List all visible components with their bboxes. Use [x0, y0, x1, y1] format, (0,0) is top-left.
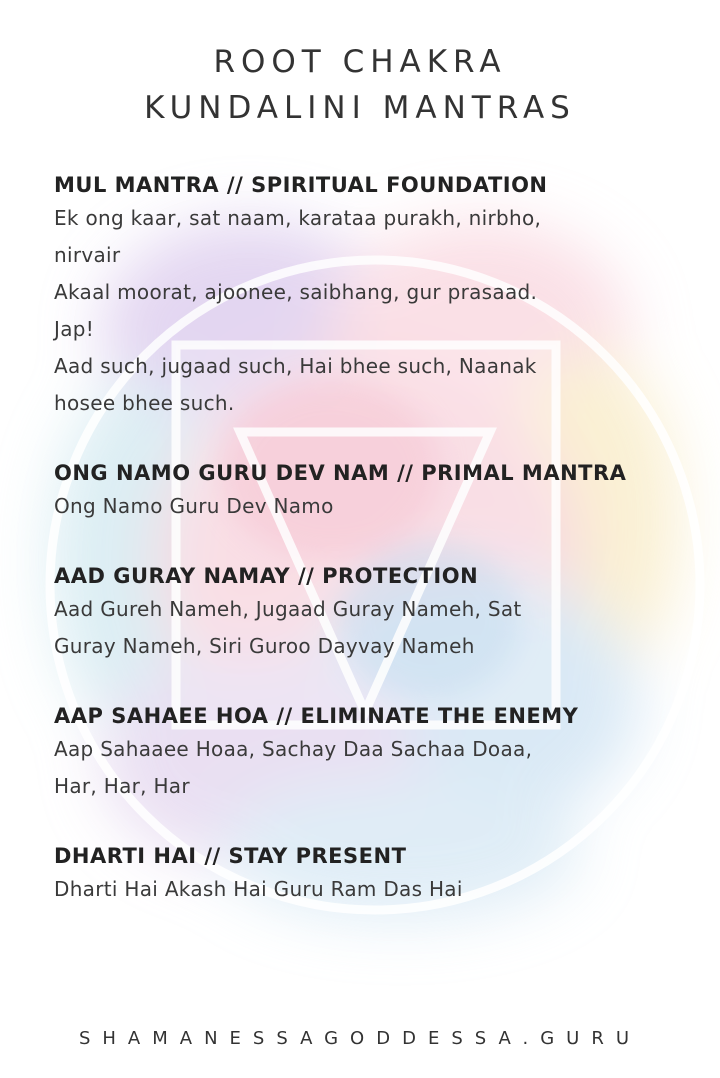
section-heading: ONG NAMO GURU DEV NAM // PRIMAL MANTRA [54, 461, 627, 485]
mantra-section-ong-namo [54, 458, 694, 525]
mantra-section-mul [54, 170, 694, 422]
mantra-line: Guray Nameh, Siri Guroo Dayvay Nameh [54, 634, 475, 658]
mantra-line: hosee bhee such. [54, 391, 235, 415]
mantra-section-aad-guray [54, 561, 694, 665]
mantra-line: Akaal moorat, ajoonee, saibhang, gur prasaad. [54, 280, 538, 304]
mantra-line: Ek ong kaar, sat naam, karataa purakh, nirbho, [54, 206, 542, 230]
mantra-line: Dharti Hai Akash Hai Guru Ram Das Hai [54, 877, 463, 901]
section-heading: AAD GURAY NAMAY // PROTECTION [54, 564, 479, 588]
mantra-line: Har, Har, Har [54, 774, 190, 798]
mantra-line: Aad such, jugaad such, Hai bhee such, Naanak [54, 354, 537, 378]
mantra-line: Ong Namo Guru Dev Namo [54, 494, 334, 518]
mantra-line: Jap! [54, 317, 95, 341]
section-heading: MUL MANTRA // SPIRITUAL FOUNDATION [54, 173, 548, 197]
mantra-list [54, 170, 694, 944]
footer-website: SHAMANESSAGODDESSA.GURU [78, 1028, 642, 1049]
section-heading: DHARTI HAI // STAY PRESENT [54, 844, 407, 868]
mantra-line: Aap Sahaaee Hoaa, Sachay Daa Sachaa Doaa, [54, 737, 533, 761]
title-line-1: ROOT CHAKRA [213, 44, 507, 80]
section-heading: AAP SAHAEE HOA // ELIMINATE THE ENEMY [54, 704, 579, 728]
title-line-2: KUNDALINI MANTRAS [144, 90, 576, 126]
mantra-line: Aad Gureh Nameh, Jugaad Guray Nameh, Sat [54, 597, 522, 621]
mantra-line: nirvair [54, 243, 121, 267]
mantra-section-dharti [54, 841, 694, 908]
mantra-section-aap-sahaee [54, 701, 694, 805]
